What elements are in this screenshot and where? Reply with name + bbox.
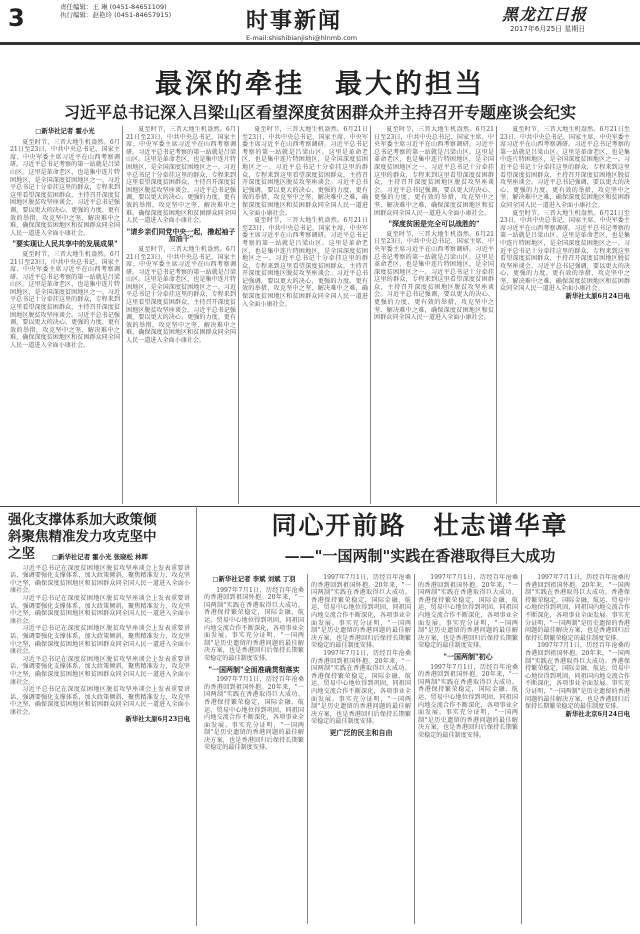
story2-paragraph: 习近平总书记在深度贫困地区脱贫攻坚座谈会上发表重要讲话，强调要强化支撑体系，加大政策倾斜，聚焦精准发力，攻克坚中之坚，确保深度贫困地区和贫困群众同全国人民一道进入全面小康社会。 — [10, 625, 190, 656]
story1-subhead-3: "深度贫困是完全可以战胜的" — [388, 219, 480, 229]
column-divider — [196, 506, 197, 926]
story1-paragraph: 夏至时节，三晋大地生机盎然。6月21日至23日，中共中央总书记、国家主席、中央军委主席习近平在山西考察调研。习近平总书记考察的第一站就是吕梁山区。这里是革命老区，也是集中连片特困地区，是全国深度贫困地区之一。习近平总书记十分牵挂这里的群众，专程来到这里看望深度贫困群众，主持召开深度贫困地区脱贫攻坚座谈会。习近平总书记强调，要以更大的决心、更强的力度、更有效的举措，攻克坚中之坚、解决难中之难，确保深度贫困地区和贫困群众同全国人民一道进入全面小康社会。 — [126, 126, 236, 225]
story3-paragraph: 1997年7月1日，历经百年沧桑的香港回到祖国怀抱。20年来，"一国两制"实践在香港取得巨大成功。香港保持繁荣稳定，国际金融、航运、贸易中心地位得到巩固，同祖国内地交流合作不断深化，各项事业全面发展。事实充分证明，"一国两制"是历史遗留的香港问题的最佳解决方案，也是香港回归后保持长期繁荣稳定的最佳制度安排。 — [418, 663, 518, 739]
story3-subhead-2: "一国两制"初心 — [443, 651, 493, 661]
story3-subhead-1: "一国两制"全面准确贯彻落实 — [208, 664, 300, 674]
editors-info — [60, 3, 171, 19]
column-divider — [307, 574, 308, 924]
story1-byline: □新华社记者 霍小光 — [35, 127, 95, 135]
issue-date: 2017年6月25日 星期日 — [510, 25, 586, 33]
story2-headline: 强化支撑体系加大政策倾斜聚焦精准发力攻克坚中之坚 — [8, 512, 157, 562]
header-rule — [0, 42, 640, 45]
column-divider — [238, 126, 239, 504]
story3-paragraph: 1997年7月1日，历经百年沧桑的香港回到祖国怀抱。20年来，"一国两制"实践在香港取得巨大成功。香港保持繁荣稳定，国际金融、航运、贸易中心地位得到巩固，同祖国内地交流合作不断深化，各项事业全面发展。事实充分证明，"一国两制"是历史遗留的香港问题的最佳解决方案，也是香港回归后保持长期繁荣稳定的最佳制度安排。 — [311, 574, 411, 650]
story2-credit: 新华社太原6月23日电 — [125, 715, 190, 724]
story3-column-3 — [418, 574, 518, 924]
editor-line: 执行编辑：赵艳玲 (0451-84657915) — [60, 11, 172, 19]
story1-column-4 — [374, 126, 494, 506]
story3-paragraph: 1997年7月1日，历经百年沧桑的香港回到祖国怀抱。20年来，"一国两制"实践在香港取得巨大成功。香港保持繁荣稳定，国际金融、航运、贸易中心地位得到巩固，同祖国内地交流合作不断深化，各项事业全面发展。事实充分证明，"一国两制"是历史遗留的香港问题的最佳解决方案，也是香港回归后保持长期繁荣稳定的最佳制度安排。 — [418, 574, 518, 650]
section-email: E-mail:shishibianjishi@hlnmb.com — [246, 34, 358, 42]
page-header — [0, 0, 640, 44]
editor-line: 责任编辑：王 琳 (0451-84651109) — [60, 3, 167, 11]
story3-paragraph: 1997年7月1日，历经百年沧桑的香港回到祖国怀抱。20年来，"一国两制"实践在香港取得巨大成功。香港保持繁荣稳定，国际金融、航运、贸易中心地位得到巩固，同祖国内地交流合作不断深化，各项事业全面发展。事实充分证明，"一国两制"是历史遗留的香港问题的最佳解决方案，也是香港回归后保持长期繁荣稳定的最佳制度安排。 — [204, 676, 304, 752]
story1-subhead-2: "请乡亲们同党中央一起，撸起袖子加油干" — [126, 226, 236, 244]
story3-paragraph: 1997年7月1日，历经百年沧桑的香港回到祖国怀抱。20年来，"一国两制"实践在香港取得巨大成功。香港保持繁荣稳定，国际金融、航运、贸易中心地位得到巩固，同祖国内地交流合作不断深化，各项事业全面发展。事实充分证明，"一国两制"是历史遗留的香港问题的最佳解决方案，也是香港回归后保持长期繁荣稳定的最佳制度安排。 — [204, 586, 304, 662]
story1-column-2 — [126, 126, 236, 506]
story3-subheadline: ——"一国两制"实践在香港取得巨大成功 — [284, 547, 556, 565]
story1-paragraph: 夏至时节，三晋大地生机盎然。6月21日至23日，中共中央总书记、国家主席、中央军委主席习近平在山西考察调研。习近平总书记考察的第一站就是吕梁山区。这里是革命老区，也是集中连片特困地区，是全国深度贫困地区之一。习近平总书记十分牵挂这里的群众，专程来到这里看望深度贫困群众，主持召开深度贫困地区脱贫攻坚座谈会。习近平总书记强调，要以更大的决心、更强的力度、更有效的举措，攻克坚中之坚、解决难中之难，确保深度贫困地区和贫困群众同全国人民一道进入全面小康社会。 — [10, 250, 120, 350]
story3-subhead-4: 更广泛的民主和自由 — [329, 727, 393, 737]
story1-column-1 — [10, 126, 120, 506]
column-divider — [414, 574, 415, 924]
column-divider — [521, 574, 522, 924]
story2-paragraph: 习近平总书记在深度贫困地区脱贫攻坚座谈会上发表重要讲话，强调要强化支撑体系，加大政策倾斜，聚焦精准发力，攻克坚中之坚，确保深度贫困地区和贫困群众同全国人民一道进入全面小康社会。 — [10, 594, 190, 625]
column-divider — [370, 126, 371, 504]
story2-paragraph: 习近平总书记在深度贫困地区脱贫攻坚座谈会上发表重要讲话，强调要强化支撑体系，加大政策倾斜，聚焦精准发力，攻克坚中之坚，确保深度贫困地区和贫困群众同全国人民一道进入全面小康社会。 — [10, 655, 190, 686]
story3-byline: □新华社记者 李斌 刘斌 丁羽 — [212, 575, 296, 583]
story1-paragraph: 夏至时节，三晋大地生机盎然。6月21日至23日，中共中央总书记、国家主席、中央军委主席习近平在山西考察调研。习近平总书记考察的第一站就是吕梁山区。这里是革命老区，也是集中连片特困地区，是全国深度贫困地区之一。习近平总书记十分牵挂这里的群众，专程来到这里看望深度贫困群众，主持召开深度贫困地区脱贫攻坚座谈会。习近平总书记强调，要以更大的决心、更强的力度、更有效的举措，攻克坚中之坚、解决难中之难，确保深度贫困地区和贫困群众同全国人民一道进入全面小康社会。 — [10, 138, 120, 237]
column-divider — [496, 126, 497, 504]
story2-byline: □新华社记者 霍小光 张晓松 林晖 — [52, 553, 148, 561]
story3-paragraph: 1997年7月1日，历经百年沧桑的香港回到祖国怀抱。20年来，"一国两制"实践在香港取得巨大成功。香港保持繁荣稳定，国际金融、航运、贸易中心地位得到巩固，同祖国内地交流合作不断深化，各项事业全面发展。事实充分证明，"一国两制"是历史遗留的香港问题的最佳解决方案，也是香港回归后保持长期繁荣稳定的最佳制度安排。 — [525, 642, 630, 711]
story1-column-3 — [242, 126, 368, 506]
story1-paragraph: 夏至时节，三晋大地生机盎然。6月21日至23日，中共中央总书记、国家主席、中央军委主席习近平在山西考察调研。习近平总书记考察的第一站就是吕梁山区。这里是革命老区，也是集中连片特困地区，是全国深度贫困地区之一。习近平总书记十分牵挂这里的群众，专程来到这里看望深度贫困群众，主持召开深度贫困地区脱贫攻坚座谈会。习近平总书记强调，要以更大的决心、更强的力度、更有效的举措，攻克坚中之坚、解决难中之难，确保深度贫困地区和贫困群众同全国人民一道进入全面小康社会。 — [126, 245, 236, 345]
story1-paragraph: 夏至时节，三晋大地生机盎然。6月21日至23日，中共中央总书记、国家主席、中央军委主席习近平在山西考察调研。习近平总书记考察的第一站就是吕梁山区。这里是革命老区，也是集中连片特困地区，是全国深度贫困地区之一。习近平总书记十分牵挂这里的群众，专程来到这里看望深度贫困群众，主持召开深度贫困地区脱贫攻坚座谈会。习近平总书记强调，要以更大的决心、更强的力度、更有效的举措，攻克坚中之坚、解决难中之难，确保深度贫困地区和贫困群众同全国人民一道进入全面小康社会。 — [242, 126, 368, 217]
story3-headline: 同心开前路 壮志谱华章 — [271, 511, 569, 540]
story1-credit: 新华社太原6月24日电 — [565, 292, 630, 301]
story1-paragraph: 夏至时节，三晋大地生机盎然。6月21日至23日，中共中央总书记、国家主席、中央军委主席习近平在山西考察调研。习近平总书记考察的第一站就是吕梁山区。这里是革命老区，也是集中连片特困地区，是全国深度贫困地区之一。习近平总书记十分牵挂这里的群众，专程来到这里看望深度贫困群众，主持召开深度贫困地区脱贫攻坚座谈会。习近平总书记强调，要以更大的决心、更强的力度、更有效的举措，攻克坚中之坚、解决难中之难，确保深度贫困地区和贫困群众同全国人民一道进入全面小康社会。 — [500, 209, 630, 293]
story2-column — [10, 552, 190, 924]
story3-column-4 — [525, 574, 630, 924]
story3-credit: 新华社北京6月24日电 — [565, 709, 630, 718]
story3-paragraph: 1997年7月1日，历经百年沧桑的香港回到祖国怀抱。20年来，"一国两制"实践在香港取得巨大成功。香港保持繁荣稳定，国际金融、航运、贸易中心地位得到巩固，同祖国内地交流合作不断深化，各项事业全面发展。事实充分证明，"一国两制"是历史遗留的香港问题的最佳解决方案，也是香港回归后保持长期繁荣稳定的最佳制度安排。 — [311, 649, 411, 726]
lead-headline: 最深的牵挂 最大的担当 — [155, 69, 485, 100]
section-title: 时事新闻 — [246, 8, 343, 34]
page-number: 3 — [8, 4, 25, 32]
story1-paragraph: 夏至时节，三晋大地生机盎然。6月21日至23日，中共中央总书记、国家主席、中央军委主席习近平在山西考察调研。习近平总书记考察的第一站就是吕梁山区。这里是革命老区，也是集中连片特困地区，是全国深度贫困地区之一。习近平总书记十分牵挂这里的群众，专程来到这里看望深度贫困群众，主持召开深度贫困地区脱贫攻坚座谈会。习近平总书记强调，要以更大的决心、更强的力度、更有效的举措，攻克坚中之坚、解决难中之难，确保深度贫困地区和贫困群众同全国人民一道进入全面小康社会。 — [500, 126, 630, 209]
story1-paragraph: 夏至时节，三晋大地生机盎然。6月21日至23日，中共中央总书记、国家主席、中央军委主席习近平在山西考察调研。习近平总书记考察的第一站就是吕梁山区。这里是革命老区，也是集中连片特困地区，是全国深度贫困地区之一。习近平总书记十分牵挂这里的群众，专程来到这里看望深度贫困群众，主持召开深度贫困地区脱贫攻坚座谈会。习近平总书记强调，要以更大的决心、更强的力度、更有效的举措，攻克坚中之坚、解决难中之难，确保深度贫困地区和贫困群众同全国人民一道进入全面小康社会。 — [374, 230, 494, 322]
lead-subheadline: 习近平总书记深入吕梁山区看望深度贫困群众并主持召开专题座谈会纪实 — [63, 103, 576, 122]
newspaper-logo: 黑龙江日报 — [502, 5, 588, 24]
story2-paragraph: 习近平总书记在深度贫困地区脱贫攻坚座谈会上发表重要讲话，强调要强化支撑体系，加大政策倾斜，聚焦精准发力，攻克坚中之坚，确保深度贫困地区和贫困群众同全国人民一道进入全面小康社会。 — [10, 686, 190, 716]
story1-subhead-1: "要实现让人民共享中的发展成果" — [12, 239, 118, 249]
story1-column-5 — [500, 126, 630, 506]
story1-paragraph: 夏至时节，三晋大地生机盎然。6月21日至23日，中共中央总书记、国家主席、中央军委主席习近平在山西考察调研。习近平总书记考察的第一站就是吕梁山区。这里是革命老区，也是集中连片特困地区，是全国深度贫困地区之一。习近平总书记十分牵挂这里的群众，专程来到这里看望深度贫困群众，主持召开深度贫困地区脱贫攻坚座谈会。习近平总书记强调，要以更大的决心、更强的力度、更有效的举措，攻克坚中之坚、解决难中之难，确保深度贫困地区和贫困群众同全国人民一道进入全面小康社会。 — [242, 217, 368, 308]
story2-paragraph: 习近平总书记在深度贫困地区脱贫攻坚座谈会上发表重要讲话，强调要强化支撑体系，加大政策倾斜，聚焦精准发力，攻克坚中之坚，确保深度贫困地区和贫困群众同全国人民一道进入全面小康社会。 — [10, 564, 190, 595]
story3-paragraph: 1997年7月1日，历经百年沧桑的香港回到祖国怀抱。20年来，"一国两制"实践在香港取得巨大成功。香港保持繁荣稳定，国际金融、航运、贸易中心地位得到巩固，同祖国内地交流合作不断深化，各项事业全面发展。事实充分证明，"一国两制"是历史遗留的香港问题的最佳解决方案，也是香港回归后保持长期繁荣稳定的最佳制度安排。 — [525, 574, 630, 642]
column-divider — [122, 126, 123, 504]
story3-column-2 — [311, 574, 411, 924]
story1-paragraph: 夏至时节，三晋大地生机盎然。6月21日至23日，中共中央总书记、国家主席、中央军委主席习近平在山西考察调研。习近平总书记考察的第一站就是吕梁山区。这里是革命老区，也是集中连片特困地区，是全国深度贫困地区之一。习近平总书记十分牵挂这里的群众，专程来到这里看望深度贫困群众，主持召开深度贫困地区脱贫攻坚座谈会。习近平总书记强调，要以更大的决心、更强的力度、更有效的举措，攻克坚中之坚、解决难中之难，确保深度贫困地区和贫困群众同全国人民一道进入全面小康社会。 — [374, 126, 494, 217]
story3-column-1 — [204, 574, 304, 924]
